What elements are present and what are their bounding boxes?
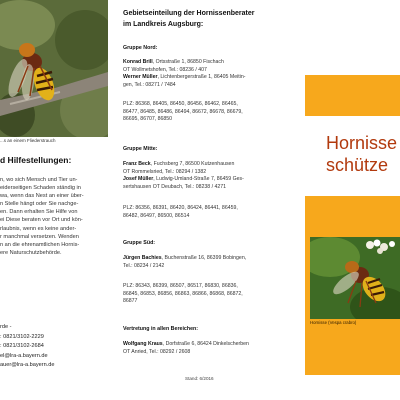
date-stamp: Stand: 6/2016 — [185, 376, 214, 381]
group-all-contacts — [123, 341, 249, 356]
cover-photo-caption: Hornisse (Vespa crabro) — [310, 320, 357, 325]
paragraph-line: n an die ehrenamtlichen Hornis- — [0, 241, 80, 248]
contact-address: , Buchenstraße 16, 86399 Bobingen, — [161, 255, 247, 261]
paragraph-line: en. Dann erhalten Sie Hilfe von — [0, 209, 78, 216]
contact-address: , Ludwig-Umland-Straße 7, 86459 Ges- — [153, 176, 244, 183]
authority-contacts — [0, 323, 55, 371]
contact-address: , Dorfstraße 6, 86424 Dinkelscherben — [162, 341, 249, 347]
paragraph-line: ei Diese beraten vor Ort und kön- — [0, 217, 83, 224]
paragraph-line: n Stelle hängt oder Sie nachge- — [0, 201, 79, 208]
contact-entry — [123, 59, 245, 67]
paragraph-line: r manchmal versetzen. Wenden — [0, 233, 79, 240]
group-sued-heading: Gruppe Süd: — [123, 240, 156, 246]
contact-entry — [123, 161, 244, 169]
contact-address-line: OT Rommelsried, Tel.: 08294 / 1382 — [123, 168, 207, 175]
middle-panel — [119, 0, 297, 400]
contact-address: , Fuchsberg 7, 86500 Kutzenhausen — [150, 161, 235, 167]
contact-entry — [123, 176, 244, 184]
hornet-photo-lilac — [0, 0, 108, 137]
photo-caption: ...s an einem Fliederstrauch — [0, 138, 56, 143]
contact-name: Wolfgang Kraus — [123, 341, 163, 347]
group-nord-contacts — [123, 59, 245, 89]
cover-panel — [305, 0, 400, 400]
plz-line: PLZ: 86343, 86399, 86507, 86517, 86830, 86836, — [123, 283, 238, 289]
cover-title-line: schütze — [326, 155, 389, 175]
plz-line: PLZ: 86368, 86405, 86450, 86456, 86462, 86465, — [123, 101, 238, 107]
group-all-heading: Vertretung in allen Bereichen: — [123, 326, 199, 332]
group-mitte-contacts — [123, 161, 244, 191]
group-mitte-plz — [123, 205, 238, 220]
help-paragraph — [0, 176, 110, 257]
plz-line: PLZ: 86356, 86391, 86420, 86424, 86441, 86459, — [123, 205, 238, 211]
paragraph-line: n, wo sich Mensch und Tier un- — [0, 177, 78, 183]
plz-line: 86695, 86707, 86850 — [123, 116, 173, 123]
contact-name: Jürgen Bachies — [123, 255, 162, 261]
contact-name: Franz Beck — [123, 161, 151, 167]
paragraph-line: rlaubnis, wenn es keine ander- — [0, 225, 77, 232]
contact-address-line: OT Wollmetshofen, Tel.: 08236 / 407 — [123, 66, 207, 73]
paragraph-line: eiderseitigen Schaden ständig in — [0, 185, 81, 192]
paragraph-line: wa, wenn das Nest an einer über- — [0, 193, 84, 200]
paragraph-line: ere Naturschutzbehörde. — [0, 249, 62, 256]
section-heading-help: d Hilfestellungen: — [0, 155, 72, 165]
plz-line: 86845, 86853, 86856, 86863, 86866, 86868, 86872, — [123, 290, 243, 297]
contact-address-line: OT Anried, Tel.: 08292 / 2608 — [123, 348, 191, 355]
email-link[interactable]: auer@lra-a.bayern.de — [0, 362, 55, 368]
hornet-photo-cover — [310, 237, 400, 319]
group-nord-plz — [123, 101, 243, 124]
title-line: Gebietseinteilung der Hornissenberater — [123, 10, 255, 17]
contact-name: Josef Müller — [123, 176, 154, 183]
contact-entry — [123, 255, 246, 263]
contact-entry — [123, 341, 249, 349]
page-title — [123, 9, 254, 30]
email-link[interactable]: el@lra-a.bayern.de — [0, 352, 48, 359]
cover-title-line: Hornisse — [326, 133, 398, 153]
contact-address: , Lichtenbergerstraße 1, 86405 Meitin- — [157, 74, 246, 81]
contact-address: , Ortsstraße 1, 86850 Fischach — [152, 59, 224, 65]
contact-address-line: Tel.: 08234 / 2142 — [123, 262, 165, 269]
group-nord-heading: Gruppe Nord: — [123, 45, 158, 51]
plz-line: 86877 — [123, 298, 138, 305]
contact-name: Konrad Brill — [123, 59, 153, 65]
contact-address-line: sertshausen OT Deubach, Tel.: 08238 / 4271 — [123, 183, 227, 190]
contact-name: Werner Müller — [123, 74, 158, 81]
phone-line: : 0821/3102-2684 — [0, 343, 44, 349]
cover-title — [326, 132, 397, 176]
contact-line: rde - — [0, 324, 12, 330]
plz-line: 86482, 86497, 86500, 86514 — [123, 212, 190, 219]
phone-line: : 0821/3102-2229 — [0, 333, 44, 340]
group-sued-contacts — [123, 255, 246, 270]
group-mitte-heading: Gruppe Mitte: — [123, 146, 158, 152]
left-panel — [0, 0, 112, 400]
contact-entry — [123, 74, 245, 82]
plz-line: 86477, 86485, 86486, 86494, 86672, 86678, 86679, — [123, 108, 243, 115]
contact-address-line: gen, Tel.: 08271 / 7484 — [123, 81, 176, 88]
group-sued-plz — [123, 283, 243, 306]
title-line: im Landkreis Augsburg: — [123, 20, 204, 28]
